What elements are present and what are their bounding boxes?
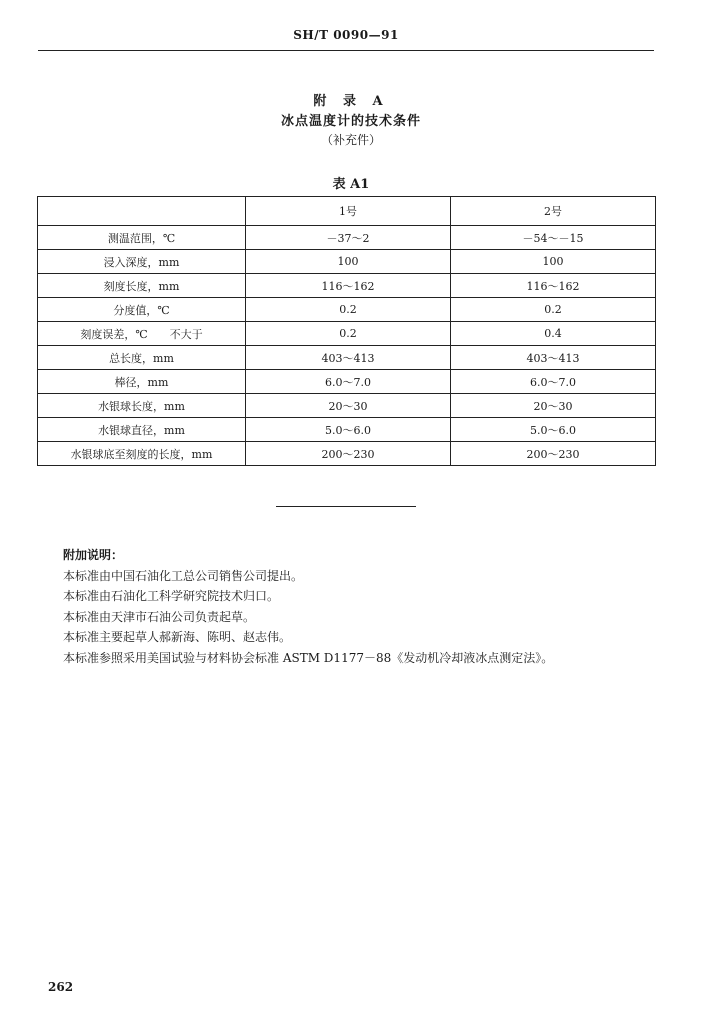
cell-no1: 0.2: [246, 298, 451, 322]
cell-no1: 5.0～6.0: [246, 418, 451, 442]
column-header-no2: 2号: [451, 197, 656, 226]
row-label: 水银球直径，mm: [38, 418, 246, 442]
cell-no2: 0.4: [451, 322, 656, 346]
table-row: [38, 370, 656, 394]
table-caption: 表 A1: [332, 177, 370, 192]
row-label: 刻度长度，mm: [38, 274, 246, 298]
column-header-blank: [38, 197, 246, 226]
spec-table: [37, 196, 656, 466]
column-header-no1: 1号: [246, 197, 451, 226]
additional-notes: [63, 545, 663, 668]
cell-no1: 0.2: [246, 322, 451, 346]
appendix-note: （补充件）: [320, 133, 381, 147]
cell-no1: 20～30: [246, 394, 451, 418]
row-label: 测温范围，℃: [38, 226, 246, 250]
header-rule: [38, 50, 654, 51]
notes-title: 附加说明：: [63, 548, 124, 562]
cell-no2: 116～162: [451, 274, 656, 298]
cell-no1: 100: [246, 250, 451, 274]
cell-no2: －54～－15: [451, 226, 656, 250]
row-label: 浸入深度，mm: [38, 250, 246, 274]
note-line: 本标准参照采用美国试验与材料协会标准 ASTM D1177－88《发动机冷却液冰点测定法》。: [63, 650, 554, 665]
cell-no2: 403～413: [451, 346, 656, 370]
cell-no2: 20～30: [451, 394, 656, 418]
table-row: [38, 394, 656, 418]
cell-no2: 6.0～7.0: [451, 370, 656, 394]
note-line: 本标准由天津市石油公司负责起草。: [63, 609, 256, 624]
appendix-title: 附 录 A: [313, 94, 389, 109]
table-row: [38, 418, 656, 442]
table-row: [38, 442, 656, 466]
cell-no1: －37～2: [246, 226, 451, 250]
cell-no1: 200～230: [246, 442, 451, 466]
row-label: 分度值，℃: [38, 298, 246, 322]
document-header: SH/T 0090—91: [293, 28, 399, 42]
cell-no2: 0.2: [451, 298, 656, 322]
appendix-subtitle: 冰点温度计的技术条件: [280, 114, 421, 129]
note-line: 本标准由中国石油化工总公司销售公司提出。: [63, 568, 304, 583]
page-number: 262: [48, 980, 74, 994]
row-label: 棒径，mm: [38, 370, 246, 394]
note-line: 本标准由石油化工科学研究院技术归口。: [63, 589, 280, 603]
section-end-rule: [276, 506, 416, 507]
table-row: [38, 346, 656, 370]
table-header-row: [38, 197, 656, 226]
cell-no1: 116～162: [246, 274, 451, 298]
cell-no2: 100: [451, 250, 656, 274]
row-label: 总长度，mm: [38, 346, 246, 370]
row-label: 水银球底至刻度的长度，mm: [38, 442, 246, 466]
row-label: 刻度误差，℃ 不大于: [38, 322, 246, 346]
row-label: 水银球长度，mm: [38, 394, 246, 418]
table-row: [38, 274, 656, 298]
table-row: [38, 322, 656, 346]
cell-no1: 6.0～7.0: [246, 370, 451, 394]
cell-no2: 200～230: [451, 442, 656, 466]
note-line: 本标准主要起草人郝新海、陈明、赵志伟。: [63, 630, 292, 644]
table-row: [38, 226, 656, 250]
table-row: [38, 298, 656, 322]
table-row: [38, 250, 656, 274]
cell-no1: 403～413: [246, 346, 451, 370]
cell-no2: 5.0～6.0: [451, 418, 656, 442]
